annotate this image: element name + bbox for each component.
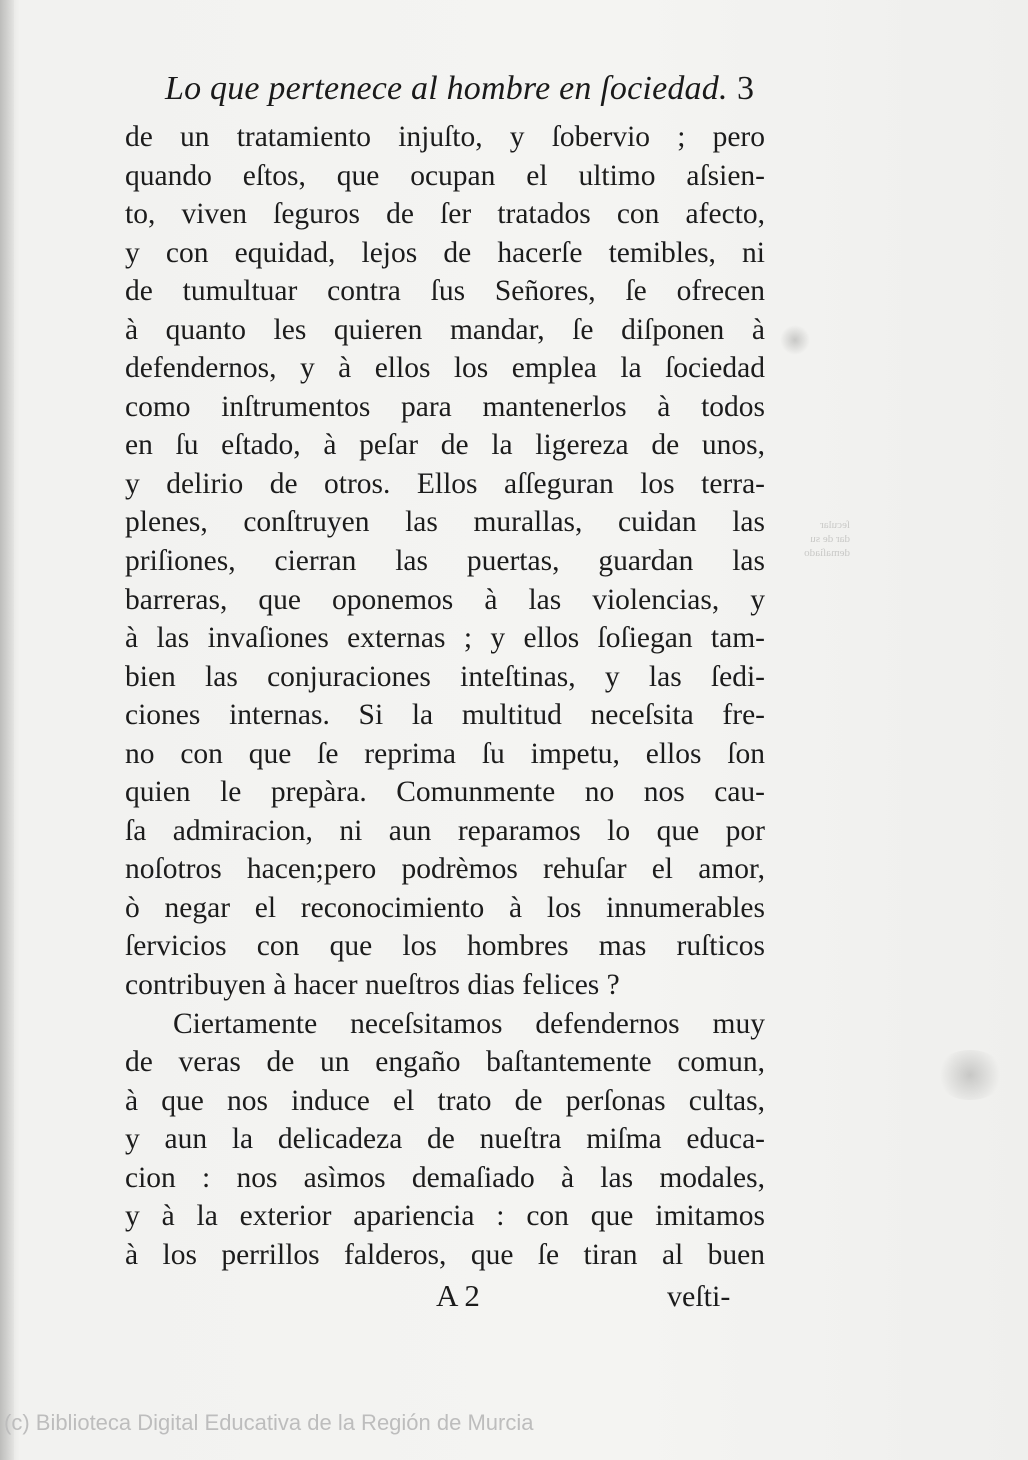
running-head xyxy=(165,70,765,120)
text-line: ſa admiracion, ni aun reparamos lo que por xyxy=(125,814,765,847)
text-line: ò negar el reconocimiento à los innumerables xyxy=(125,891,765,924)
text-line: bien las conjuraciones inteſtinas, y las ſedi- xyxy=(125,660,765,693)
text-line: à que nos induce el trato de perſonas cultas, xyxy=(125,1084,765,1117)
text-line: ſervicios con que los hombres mas ruſticos xyxy=(125,930,765,963)
catchword: veſti- xyxy=(667,1280,731,1313)
text-line: como inſtrumentos para mantenerlos à todos xyxy=(125,390,765,423)
text-line: à quanto les quieren mandar, ſe diſponen à xyxy=(125,313,765,346)
text-line: quando eſtos, que ocupan el ultimo aſsien- xyxy=(125,159,765,192)
text-line: quien le prepàra. Comunmente no nos cau- xyxy=(125,776,765,809)
binding-gutter xyxy=(0,0,14,1460)
paragraph-end-line: contribuyen à hacer nueſtros dias felices ? xyxy=(125,969,620,1002)
bleed-through-text: ſecular dar de su demaſiado xyxy=(804,519,850,559)
text-line: no con que ſe reprima ſu impetu, ellos ſon xyxy=(125,737,765,770)
paragraph-start-line: Ciertamente neceſsitamos defendernos muy xyxy=(173,1007,765,1040)
text-line: y con equidad, lejos de hacerſe temibles, ni xyxy=(125,236,765,269)
text-line: de tumultuar contra ſus Señores, ſe ofrecen xyxy=(125,275,765,308)
page-number: 3 xyxy=(737,70,754,107)
text-line: y aun la delicadeza de nueſtra miſma educa- xyxy=(125,1123,765,1156)
text-line: priſiones, cierran las puertas, guardan las xyxy=(125,545,765,578)
text-line: de un tratamiento injuſto, y ſobervio ; pero xyxy=(125,121,765,153)
text-line: y delirio de otros. Ellos aſſeguran los terra- xyxy=(125,467,765,500)
text-line: noſotros hacen;pero podrèmos rehuſar el amor, xyxy=(125,853,765,886)
text-line: de veras de un engaño baſtantemente comun, xyxy=(125,1046,765,1079)
copyright-watermark: (c) Biblioteca Digital Educativa de la Región de Murcia xyxy=(4,1410,534,1435)
paper-stain xyxy=(780,325,810,355)
text-line: to, viven ſeguros de ſer tratados con afecto, xyxy=(125,198,765,231)
text-line: en ſu eſtado, à peſar de la ligereza de unos, xyxy=(125,429,765,462)
signature-mark: A 2 xyxy=(436,1278,480,1313)
text-line: à los perrillos falderos, que ſe tiran al buen xyxy=(125,1238,765,1271)
text-line: defendernos, y à ellos los emplea la ſociedad xyxy=(125,352,765,385)
body-text xyxy=(125,118,765,1274)
text-line: y à la exterior apariencia : con que imitamos xyxy=(125,1200,765,1233)
text-line: barreras, que oponemos à las violencias, y xyxy=(125,583,765,616)
text-line: à las invaſiones externas ; y ellos ſoſiegan tam- xyxy=(125,622,765,655)
paper-stain xyxy=(935,1050,1005,1100)
running-head-title: Lo que pertenece al hombre en ſociedad. xyxy=(165,70,728,107)
text-line: plenes, conſtruyen las murallas, cuidan las xyxy=(125,506,765,539)
text-line: ciones internas. Si la multitud neceſsita fre- xyxy=(125,699,765,732)
text-line: cion : nos asìmos demaſiado à las modales, xyxy=(125,1161,765,1194)
